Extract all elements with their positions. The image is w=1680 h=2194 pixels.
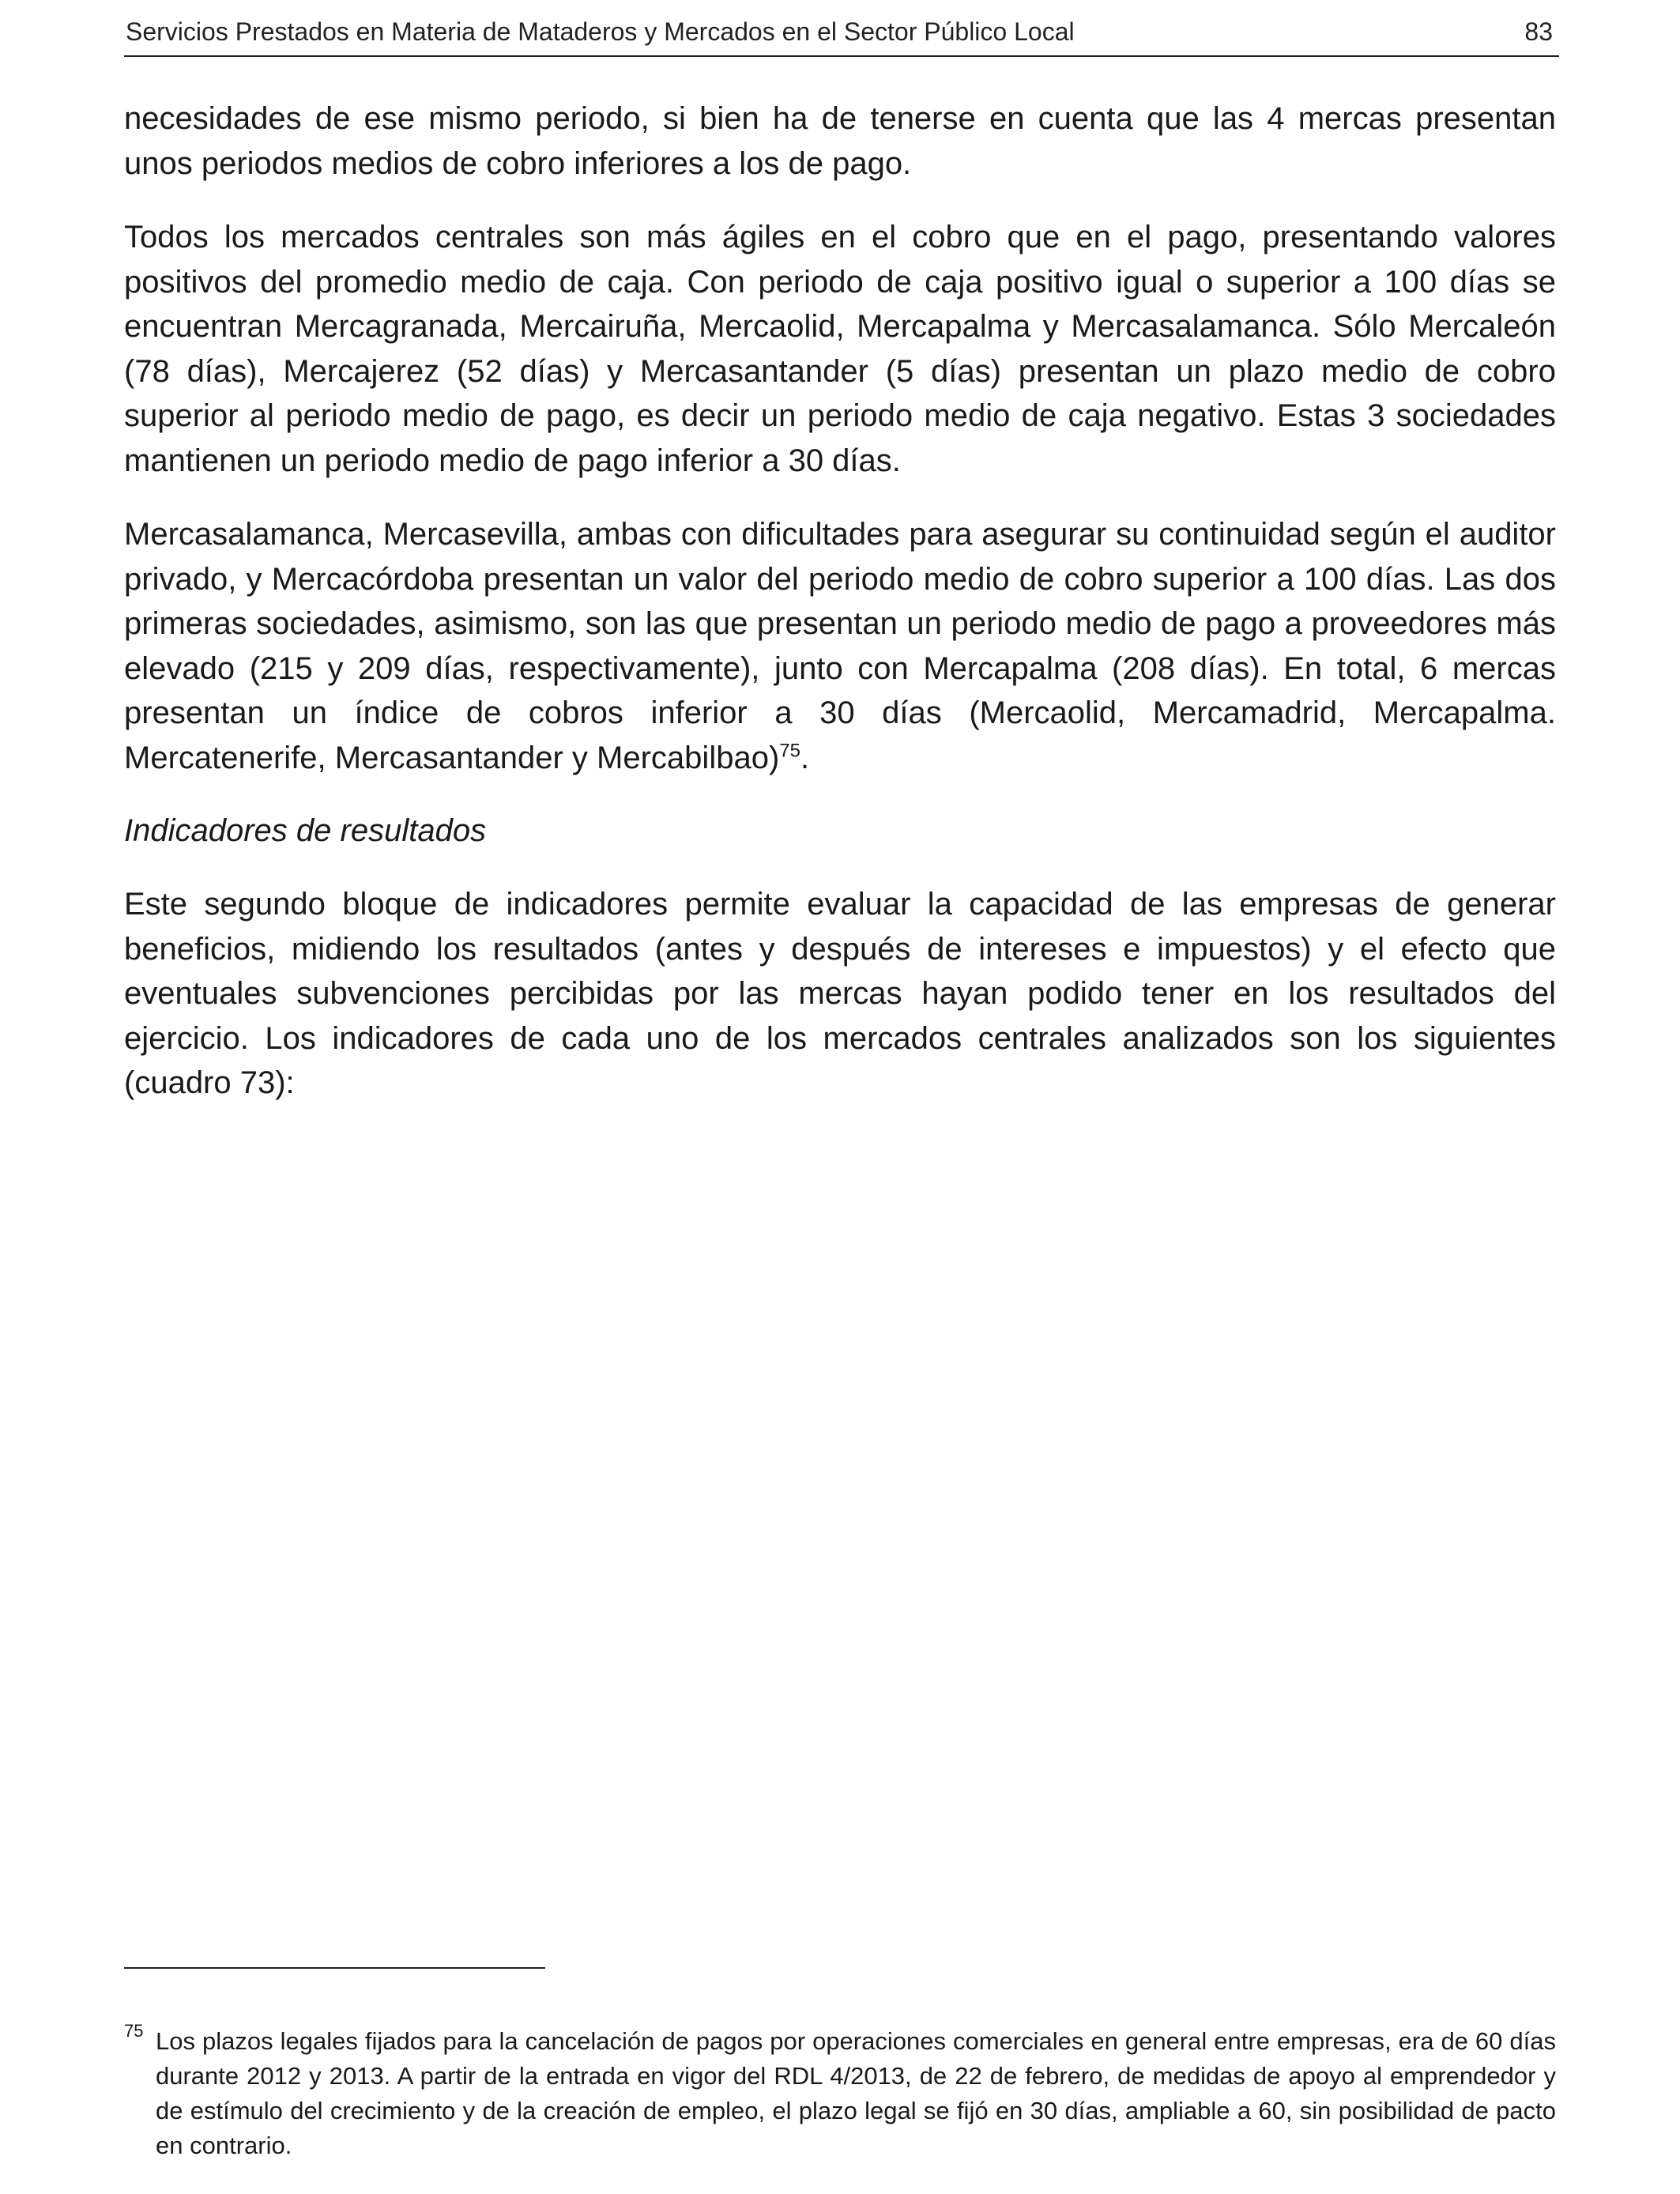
running-title: Servicios Prestados en Materia de Mataderos y Mercados en el Sector Público Local: [126, 17, 1075, 46]
footnote-text: Los plazos legales fijados para la cancelación de pagos por operaciones comerciales en general entre empresas, era de 60 días durante 2012 y 2013. A partir de la entrada en vigor del RDL 4/2013, de 22 de febrero, de medidas de apoyo al emprendedor y de estímulo del crecimiento y de la creación de empleo, el plazo legal se fijó en 30 días, ampliable a 60, sin posibilidad de pacto en contrario.: [156, 2027, 1556, 2159]
footnote-separator: [124, 1967, 545, 1969]
paragraph-3-text: Mercasalamanca, Mercasevilla, ambas con dificultades para asegurar su continuidad según el auditor privado, y Mercacórdoba presentan un valor del periodo medio de cobro superior a 100 días. Las dos primeras sociedades, asimismo, son las que presentan un periodo medio de pago a proveedores más elevado (215 y 209 días, respectivamente), junto con Mercapalma (208 días). En total, 6 mercas presentan un índice de cobros inferior a 30 días (Mercaolid, Mercamadrid, Mercapalma. Mercatenerife, Mercasantander y Mercabilbao): [124, 517, 1556, 775]
paragraph-2: Todos los mercados centrales son más ágiles en el cobro que en el pago, presentando valores positivos del promedio medio de caja. Con periodo de caja positivo igual o superior a 100 días se encuentran Mercagranada, Mercairuña, Mercaolid, Mercapalma y Mercasalamanca. Sólo Mercaleón (78 días), Mercajerez (52 días) y Mercasantander (5 días) presentan un plazo medio de cobro superior al periodo medio de pago, es decir un periodo medio de caja negativo. Estas 3 sociedades mantienen un periodo medio de pago inferior a 30 días.: [124, 220, 1556, 478]
section-heading: Indicadores de resultados: [124, 813, 487, 848]
footnote: [124, 2021, 1556, 2163]
page-header: [124, 14, 1559, 57]
page-number: 83: [1524, 17, 1553, 46]
paragraph-3-end: .: [800, 740, 810, 775]
paragraph-3: [124, 512, 1556, 780]
paragraph-1: necesidades de ese mismo periodo, si bien ha de tenerse en cuenta que las 4 mercas presentan unos periodos medios de cobro inferiores a los de pago.: [124, 101, 1556, 181]
footnote-number: 75: [124, 2021, 144, 2041]
paragraph-4: Este segundo bloque de indicadores permite evaluar la capacidad de las empresas de generar beneficios, midiendo los resultados (antes y después de intereses e impuestos) y el efecto que eventuales subvenciones percibidas por las mercas hayan podido tener en los resultados del ejercicio. Los indicadores de cada uno de los mercados centrales analizados son los siguientes (cuadro 73):: [124, 887, 1556, 1100]
footnote-reference[interactable]: 75: [779, 740, 800, 762]
